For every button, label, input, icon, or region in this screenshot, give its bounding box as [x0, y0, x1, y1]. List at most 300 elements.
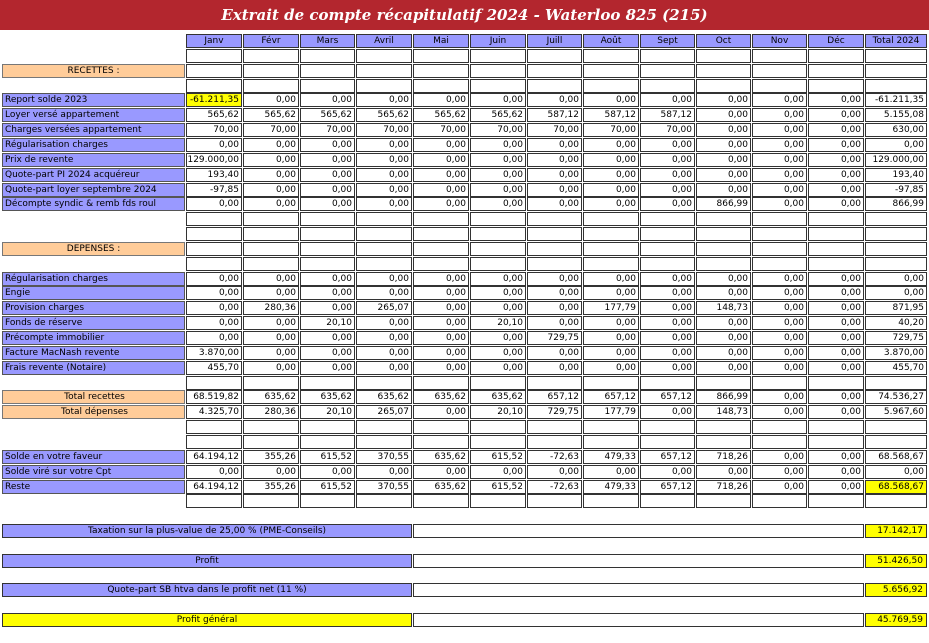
- value-cell[interactable]: 615,52: [470, 480, 526, 494]
- value-cell[interactable]: 0,00: [300, 272, 355, 286]
- value-cell[interactable]: 0,00: [752, 197, 807, 211]
- value-cell[interactable]: 0,00: [752, 168, 807, 182]
- empty-cell[interactable]: [186, 494, 242, 508]
- empty-cell[interactable]: [865, 49, 927, 63]
- value-cell[interactable]: 0,00: [640, 331, 695, 345]
- empty-cell[interactable]: [186, 376, 242, 390]
- value-cell[interactable]: 0,00: [243, 286, 299, 300]
- empty-cell[interactable]: [300, 376, 355, 390]
- value-cell[interactable]: 0,00: [583, 93, 639, 107]
- value-cell[interactable]: 0,00: [696, 153, 751, 167]
- empty-cell[interactable]: [583, 49, 639, 63]
- value-cell[interactable]: 0,00: [356, 153, 412, 167]
- value-cell[interactable]: 0,00: [808, 450, 864, 464]
- value-cell[interactable]: 0,00: [470, 168, 526, 182]
- value-cell[interactable]: 0,00: [865, 465, 927, 479]
- value-cell[interactable]: 0,00: [696, 286, 751, 300]
- empty-cell[interactable]: [470, 227, 526, 241]
- value-cell[interactable]: 0,00: [356, 361, 412, 375]
- empty-cell[interactable]: [696, 435, 751, 449]
- value-cell[interactable]: 0,00: [583, 153, 639, 167]
- empty-cell[interactable]: [300, 494, 355, 508]
- value-cell[interactable]: 0,00: [243, 346, 299, 360]
- value-cell[interactable]: 0,00: [583, 183, 639, 197]
- empty-cell[interactable]: [470, 435, 526, 449]
- value-cell[interactable]: 177,79: [583, 301, 639, 315]
- value-cell[interactable]: 0,00: [808, 465, 864, 479]
- value-cell[interactable]: 635,62: [243, 390, 299, 404]
- empty-cell[interactable]: [752, 435, 807, 449]
- empty-cell[interactable]: [808, 376, 864, 390]
- empty-cell[interactable]: [640, 79, 695, 93]
- value-cell[interactable]: 370,55: [356, 480, 412, 494]
- empty-cell[interactable]: [300, 420, 355, 434]
- value-cell[interactable]: 866,99: [865, 197, 927, 211]
- empty-cell[interactable]: [808, 242, 864, 256]
- value-cell[interactable]: 565,62: [300, 108, 355, 122]
- value-cell[interactable]: 0,00: [413, 316, 469, 330]
- empty-cell[interactable]: [527, 64, 582, 78]
- empty-cell[interactable]: [696, 420, 751, 434]
- value-cell[interactable]: 70,00: [243, 123, 299, 137]
- empty-cell[interactable]: [808, 79, 864, 93]
- summary-value[interactable]: 51.426,50: [865, 554, 927, 568]
- empty-cell[interactable]: [752, 376, 807, 390]
- empty-cell[interactable]: [186, 435, 242, 449]
- value-cell[interactable]: 729,75: [527, 405, 582, 419]
- value-cell[interactable]: 0,00: [186, 331, 242, 345]
- value-cell[interactable]: 729,75: [865, 331, 927, 345]
- empty-cell[interactable]: [186, 212, 242, 226]
- value-cell[interactable]: 0,00: [696, 465, 751, 479]
- empty-cell[interactable]: [186, 227, 242, 241]
- value-cell[interactable]: 0,00: [696, 331, 751, 345]
- value-cell[interactable]: 0,00: [527, 316, 582, 330]
- empty-cell[interactable]: [808, 49, 864, 63]
- value-cell[interactable]: 0,00: [640, 346, 695, 360]
- value-cell[interactable]: 3.870,00: [186, 346, 242, 360]
- value-cell[interactable]: 0,00: [752, 183, 807, 197]
- value-cell[interactable]: 587,12: [527, 108, 582, 122]
- value-cell[interactable]: 0,00: [527, 138, 582, 152]
- value-cell[interactable]: 0,00: [243, 183, 299, 197]
- empty-cell[interactable]: [356, 376, 412, 390]
- value-cell[interactable]: 0,00: [640, 272, 695, 286]
- value-cell[interactable]: 0,00: [752, 316, 807, 330]
- value-cell[interactable]: -72,63: [527, 450, 582, 464]
- empty-cell[interactable]: [640, 64, 695, 78]
- empty-cell[interactable]: [413, 227, 469, 241]
- value-cell[interactable]: 70,00: [186, 123, 242, 137]
- value-cell[interactable]: 0,00: [583, 168, 639, 182]
- value-cell[interactable]: 657,12: [640, 480, 695, 494]
- empty-cell[interactable]: [300, 64, 355, 78]
- value-cell[interactable]: 0,00: [243, 331, 299, 345]
- value-cell[interactable]: 0,00: [752, 450, 807, 464]
- value-cell[interactable]: 0,00: [640, 465, 695, 479]
- value-cell[interactable]: 866,99: [696, 197, 751, 211]
- value-cell[interactable]: 20,10: [470, 316, 526, 330]
- empty-cell[interactable]: [243, 435, 299, 449]
- empty-cell[interactable]: [356, 227, 412, 241]
- empty-cell[interactable]: [640, 494, 695, 508]
- value-cell[interactable]: 0,00: [752, 286, 807, 300]
- value-cell[interactable]: 0,00: [640, 168, 695, 182]
- value-cell[interactable]: 866,99: [696, 390, 751, 404]
- value-cell[interactable]: 20,10: [300, 316, 355, 330]
- empty-cell[interactable]: [527, 420, 582, 434]
- empty-cell[interactable]: [752, 49, 807, 63]
- empty-cell[interactable]: [865, 242, 927, 256]
- empty-cell[interactable]: [752, 79, 807, 93]
- empty-cell[interactable]: [640, 257, 695, 271]
- value-cell[interactable]: 0,00: [640, 361, 695, 375]
- value-cell[interactable]: 0,00: [356, 346, 412, 360]
- value-cell[interactable]: 0,00: [527, 93, 582, 107]
- value-cell[interactable]: 0,00: [470, 346, 526, 360]
- empty-cell[interactable]: [640, 227, 695, 241]
- value-cell[interactable]: -97,85: [865, 183, 927, 197]
- empty-cell[interactable]: [186, 49, 242, 63]
- value-cell[interactable]: 0,00: [808, 197, 864, 211]
- empty-cell[interactable]: [752, 420, 807, 434]
- empty-cell[interactable]: [413, 257, 469, 271]
- empty-cell[interactable]: [583, 435, 639, 449]
- value-cell[interactable]: 0,00: [527, 272, 582, 286]
- value-cell[interactable]: 193,40: [865, 168, 927, 182]
- value-cell[interactable]: 0,00: [300, 153, 355, 167]
- value-cell[interactable]: 565,62: [186, 108, 242, 122]
- empty-cell[interactable]: [865, 212, 927, 226]
- empty-cell[interactable]: [527, 79, 582, 93]
- value-cell[interactable]: 70,00: [527, 123, 582, 137]
- value-cell[interactable]: 40,20: [865, 316, 927, 330]
- value-cell[interactable]: 0,00: [527, 286, 582, 300]
- value-cell[interactable]: 0,00: [583, 331, 639, 345]
- empty-cell[interactable]: [696, 494, 751, 508]
- value-cell[interactable]: 0,00: [640, 153, 695, 167]
- value-cell[interactable]: 0,00: [696, 138, 751, 152]
- value-cell[interactable]: 0,00: [808, 405, 864, 419]
- empty-cell[interactable]: [583, 64, 639, 78]
- value-cell[interactable]: 0,00: [300, 361, 355, 375]
- empty-cell[interactable]: [356, 494, 412, 508]
- value-cell[interactable]: 0,00: [752, 138, 807, 152]
- empty-cell[interactable]: [470, 376, 526, 390]
- empty-cell[interactable]: [583, 257, 639, 271]
- empty-cell[interactable]: [865, 227, 927, 241]
- value-cell[interactable]: 70,00: [413, 123, 469, 137]
- value-cell[interactable]: 0,00: [300, 138, 355, 152]
- value-cell[interactable]: 455,70: [865, 361, 927, 375]
- value-cell[interactable]: 0,00: [527, 346, 582, 360]
- value-cell[interactable]: 148,73: [696, 405, 751, 419]
- value-cell[interactable]: 635,62: [356, 390, 412, 404]
- value-cell[interactable]: 70,00: [640, 123, 695, 137]
- value-cell[interactable]: 630,00: [865, 123, 927, 137]
- summary-value[interactable]: 45.769,59: [865, 613, 927, 627]
- value-cell[interactable]: 729,75: [527, 331, 582, 345]
- empty-cell[interactable]: [696, 242, 751, 256]
- value-cell[interactable]: 0,00: [470, 138, 526, 152]
- empty-cell[interactable]: [640, 435, 695, 449]
- value-cell[interactable]: 0,00: [413, 183, 469, 197]
- empty-cell[interactable]: [752, 64, 807, 78]
- value-cell[interactable]: 355,26: [243, 480, 299, 494]
- empty-cell[interactable]: [413, 420, 469, 434]
- value-cell[interactable]: 0,00: [243, 465, 299, 479]
- value-cell[interactable]: 0,00: [186, 197, 242, 211]
- empty-cell[interactable]: [808, 435, 864, 449]
- empty-cell[interactable]: [300, 212, 355, 226]
- empty-cell[interactable]: [300, 227, 355, 241]
- value-cell[interactable]: 0,00: [243, 272, 299, 286]
- empty-cell[interactable]: [527, 376, 582, 390]
- value-cell[interactable]: 565,62: [356, 108, 412, 122]
- value-cell[interactable]: 0,00: [583, 138, 639, 152]
- empty-cell[interactable]: [808, 257, 864, 271]
- value-cell[interactable]: 280,36: [243, 301, 299, 315]
- value-cell[interactable]: -61.211,35: [865, 93, 927, 107]
- value-cell[interactable]: 0,00: [470, 301, 526, 315]
- value-cell[interactable]: 68.568,67: [865, 450, 927, 464]
- empty-cell[interactable]: [696, 64, 751, 78]
- value-cell[interactable]: 265,07: [356, 405, 412, 419]
- value-cell[interactable]: 0,00: [413, 272, 469, 286]
- value-cell[interactable]: 280,36: [243, 405, 299, 419]
- value-cell[interactable]: 0,00: [356, 272, 412, 286]
- value-cell[interactable]: 0,00: [356, 138, 412, 152]
- value-cell[interactable]: 0,00: [583, 272, 639, 286]
- empty-cell[interactable]: [356, 64, 412, 78]
- empty-cell[interactable]: [696, 376, 751, 390]
- empty-cell[interactable]: [865, 64, 927, 78]
- empty-cell[interactable]: [640, 376, 695, 390]
- value-cell[interactable]: 0,00: [527, 153, 582, 167]
- value-cell[interactable]: 0,00: [696, 183, 751, 197]
- empty-cell[interactable]: [243, 64, 299, 78]
- empty-cell[interactable]: [752, 212, 807, 226]
- value-cell[interactable]: 0,00: [696, 316, 751, 330]
- value-cell[interactable]: 0,00: [583, 316, 639, 330]
- value-cell[interactable]: 355,26: [243, 450, 299, 464]
- value-cell[interactable]: 0,00: [186, 138, 242, 152]
- value-cell[interactable]: 0,00: [696, 108, 751, 122]
- value-cell[interactable]: 0,00: [583, 197, 639, 211]
- empty-cell[interactable]: [527, 227, 582, 241]
- empty-cell[interactable]: [583, 494, 639, 508]
- empty-cell[interactable]: [356, 242, 412, 256]
- empty-cell[interactable]: [808, 64, 864, 78]
- value-cell[interactable]: 635,62: [413, 450, 469, 464]
- value-cell[interactable]: 0,00: [808, 361, 864, 375]
- value-cell[interactable]: 129.000,00: [186, 153, 242, 167]
- value-cell[interactable]: 0,00: [470, 465, 526, 479]
- value-cell[interactable]: 0,00: [808, 316, 864, 330]
- value-cell[interactable]: 0,00: [470, 153, 526, 167]
- value-cell[interactable]: 718,26: [696, 450, 751, 464]
- value-cell[interactable]: 0,00: [808, 108, 864, 122]
- value-cell[interactable]: -97,85: [186, 183, 242, 197]
- value-cell[interactable]: 0,00: [752, 153, 807, 167]
- value-cell[interactable]: 0,00: [808, 93, 864, 107]
- empty-cell[interactable]: [186, 420, 242, 434]
- value-cell[interactable]: 0,00: [243, 153, 299, 167]
- value-cell[interactable]: 0,00: [752, 93, 807, 107]
- value-cell[interactable]: 0,00: [300, 331, 355, 345]
- value-cell[interactable]: 455,70: [186, 361, 242, 375]
- empty-cell[interactable]: [696, 49, 751, 63]
- value-cell[interactable]: 0,00: [752, 346, 807, 360]
- value-cell[interactable]: 0,00: [752, 108, 807, 122]
- value-cell[interactable]: 0,00: [413, 405, 469, 419]
- empty-cell[interactable]: [243, 257, 299, 271]
- value-cell[interactable]: 0,00: [527, 183, 582, 197]
- value-cell[interactable]: 0,00: [300, 346, 355, 360]
- empty-cell[interactable]: [413, 242, 469, 256]
- empty-cell[interactable]: [243, 79, 299, 93]
- value-cell[interactable]: 0,00: [470, 93, 526, 107]
- value-cell[interactable]: 0,00: [356, 183, 412, 197]
- empty-cell[interactable]: [583, 420, 639, 434]
- empty-cell[interactable]: [752, 227, 807, 241]
- empty-cell[interactable]: [583, 212, 639, 226]
- value-cell[interactable]: 0,00: [243, 361, 299, 375]
- empty-cell[interactable]: [696, 257, 751, 271]
- value-cell[interactable]: 0,00: [186, 301, 242, 315]
- value-cell[interactable]: 479,33: [583, 480, 639, 494]
- value-cell[interactable]: 370,55: [356, 450, 412, 464]
- value-cell[interactable]: 0,00: [356, 316, 412, 330]
- value-cell[interactable]: 0,00: [527, 361, 582, 375]
- value-cell[interactable]: 0,00: [243, 168, 299, 182]
- value-cell[interactable]: 68.568,67: [865, 480, 927, 494]
- empty-cell[interactable]: [470, 494, 526, 508]
- empty-cell[interactable]: [470, 49, 526, 63]
- value-cell[interactable]: 70,00: [300, 123, 355, 137]
- empty-cell[interactable]: [243, 49, 299, 63]
- empty-cell[interactable]: [752, 257, 807, 271]
- value-cell[interactable]: 177,79: [583, 405, 639, 419]
- empty-cell[interactable]: [752, 242, 807, 256]
- value-cell[interactable]: 0,00: [640, 197, 695, 211]
- value-cell[interactable]: 0,00: [808, 272, 864, 286]
- value-cell[interactable]: 587,12: [640, 108, 695, 122]
- value-cell[interactable]: 0,00: [413, 346, 469, 360]
- value-cell[interactable]: 70,00: [356, 123, 412, 137]
- value-cell[interactable]: 0,00: [640, 138, 695, 152]
- empty-cell[interactable]: [186, 242, 242, 256]
- value-cell[interactable]: 635,62: [300, 390, 355, 404]
- value-cell[interactable]: 129.000,00: [865, 153, 927, 167]
- value-cell[interactable]: 70,00: [470, 123, 526, 137]
- value-cell[interactable]: 0,00: [527, 197, 582, 211]
- value-cell[interactable]: 0,00: [243, 93, 299, 107]
- value-cell[interactable]: 718,26: [696, 480, 751, 494]
- empty-cell[interactable]: [865, 494, 927, 508]
- value-cell[interactable]: 0,00: [413, 93, 469, 107]
- value-cell[interactable]: 0,00: [808, 183, 864, 197]
- value-cell[interactable]: 0,00: [696, 272, 751, 286]
- empty-cell[interactable]: [583, 79, 639, 93]
- value-cell[interactable]: 0,00: [470, 361, 526, 375]
- value-cell[interactable]: 0,00: [356, 331, 412, 345]
- value-cell[interactable]: 615,52: [300, 480, 355, 494]
- value-cell[interactable]: 0,00: [527, 168, 582, 182]
- value-cell[interactable]: 0,00: [752, 480, 807, 494]
- empty-cell[interactable]: [865, 420, 927, 434]
- value-cell[interactable]: 0,00: [470, 272, 526, 286]
- value-cell[interactable]: 0,00: [356, 286, 412, 300]
- value-cell[interactable]: 0,00: [696, 361, 751, 375]
- empty-cell[interactable]: [808, 227, 864, 241]
- value-cell[interactable]: 0,00: [356, 465, 412, 479]
- empty-cell[interactable]: [865, 257, 927, 271]
- value-cell[interactable]: 657,12: [640, 450, 695, 464]
- value-cell[interactable]: 0,00: [413, 331, 469, 345]
- empty-cell[interactable]: [186, 79, 242, 93]
- empty-cell[interactable]: [243, 376, 299, 390]
- value-cell[interactable]: 0,00: [413, 153, 469, 167]
- value-cell[interactable]: 565,62: [413, 108, 469, 122]
- empty-cell[interactable]: [752, 494, 807, 508]
- value-cell[interactable]: 64.194,12: [186, 480, 242, 494]
- value-cell[interactable]: 479,33: [583, 450, 639, 464]
- value-cell[interactable]: 0,00: [413, 465, 469, 479]
- empty-cell[interactable]: [640, 49, 695, 63]
- value-cell[interactable]: 0,00: [300, 286, 355, 300]
- value-cell[interactable]: 3.870,00: [865, 346, 927, 360]
- empty-cell[interactable]: [356, 212, 412, 226]
- empty-cell[interactable]: [808, 420, 864, 434]
- empty-cell[interactable]: [527, 49, 582, 63]
- value-cell[interactable]: 0,00: [583, 286, 639, 300]
- value-cell[interactable]: 20,10: [300, 405, 355, 419]
- value-cell[interactable]: 0,00: [808, 168, 864, 182]
- value-cell[interactable]: 635,62: [413, 480, 469, 494]
- value-cell[interactable]: 0,00: [640, 183, 695, 197]
- value-cell[interactable]: 635,62: [470, 390, 526, 404]
- value-cell[interactable]: 565,62: [243, 108, 299, 122]
- value-cell[interactable]: 0,00: [413, 197, 469, 211]
- value-cell[interactable]: 615,52: [470, 450, 526, 464]
- empty-cell[interactable]: [243, 242, 299, 256]
- value-cell[interactable]: 265,07: [356, 301, 412, 315]
- value-cell[interactable]: 0,00: [808, 301, 864, 315]
- empty-cell[interactable]: [300, 242, 355, 256]
- empty-cell[interactable]: [356, 420, 412, 434]
- value-cell[interactable]: 0,00: [752, 301, 807, 315]
- value-cell[interactable]: 0,00: [640, 93, 695, 107]
- value-cell[interactable]: 0,00: [186, 465, 242, 479]
- value-cell[interactable]: 64.194,12: [186, 450, 242, 464]
- value-cell[interactable]: 0,00: [470, 183, 526, 197]
- value-cell[interactable]: 148,73: [696, 301, 751, 315]
- empty-cell[interactable]: [300, 435, 355, 449]
- summary-value[interactable]: 5.656,92: [865, 583, 927, 597]
- value-cell[interactable]: 0,00: [413, 286, 469, 300]
- empty-cell[interactable]: [527, 435, 582, 449]
- value-cell[interactable]: 0,00: [413, 138, 469, 152]
- value-cell[interactable]: -61.211,35: [186, 93, 242, 107]
- empty-cell[interactable]: [413, 212, 469, 226]
- empty-cell[interactable]: [300, 79, 355, 93]
- value-cell[interactable]: 0,00: [356, 197, 412, 211]
- value-cell[interactable]: 0,00: [752, 272, 807, 286]
- empty-cell[interactable]: [300, 257, 355, 271]
- empty-cell[interactable]: [470, 242, 526, 256]
- empty-cell[interactable]: [640, 420, 695, 434]
